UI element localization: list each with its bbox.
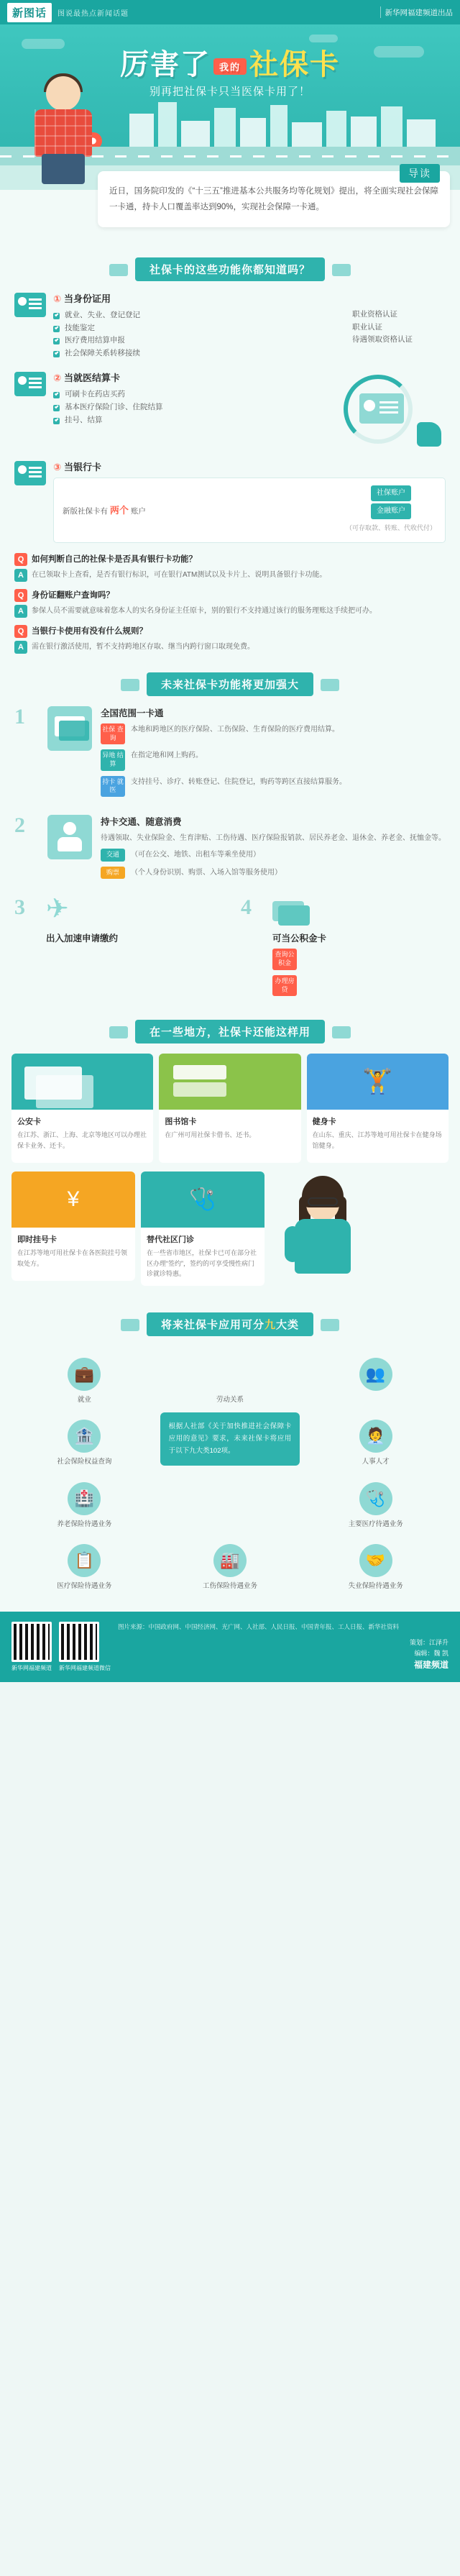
function-row-1: [14, 291, 446, 360]
future-number-2: 2: [14, 813, 25, 838]
hero-badge: 我的: [213, 58, 247, 75]
question-tag: Q: [14, 553, 27, 566]
question-text: 身份证翻账户查询吗？: [32, 590, 114, 600]
medical-card-icon: [14, 372, 46, 396]
clipboard-icon: 📋: [68, 1544, 101, 1577]
section4-title-post: 大类: [276, 1319, 300, 1332]
question-text: 当银行卡使用有没有什么规则？: [32, 626, 147, 636]
bank-card-icon: [14, 461, 46, 485]
bankbox-pre: 新版社保卡有: [63, 506, 108, 516]
stethoscope-round-icon: 🩺: [359, 1482, 392, 1515]
place-desc: 在广州可用社保卡借书、还书。: [165, 1131, 256, 1139]
answer-tag: A: [14, 641, 27, 654]
account-note: （可存取款、转账、代收代付）: [345, 524, 436, 532]
category-cell: [303, 1537, 448, 1599]
category-cell: [303, 1351, 448, 1412]
function-name-1: 当身份证用: [64, 293, 111, 304]
categories-grid: [12, 1351, 448, 1599]
future-title-4: 可当公积金卡: [272, 933, 327, 944]
future-number-1: 1: [14, 704, 25, 729]
place-desc: 在江苏、浙江、上海、北京等地区可以办理社保卡业务、还卡。: [17, 1131, 147, 1149]
card-decor-icon: [109, 264, 128, 276]
place-name: 公安卡: [17, 1118, 41, 1127]
future-text: （个人身份识别、购票、入场入馆等服务使用）: [131, 868, 282, 877]
intro-label: 导读: [400, 164, 440, 183]
card-decor-icon-2: [332, 264, 351, 276]
mascot-woman: [270, 1171, 448, 1294]
place-card-community-clinic: [141, 1171, 264, 1286]
future-text: 本地和跨地区的医疗保险、工伤保险、生育保险的医疗费用结算。: [131, 725, 339, 734]
future-badge-row: [101, 867, 446, 880]
section4-title: [147, 1312, 313, 1336]
future-text: 在指定地和网上购药。: [131, 752, 203, 760]
footer-planner: 策划：江泽升: [409, 1639, 448, 1647]
footer-editor: 编辑：魏 凯: [414, 1649, 448, 1657]
stethoscope-icon: 🩺: [189, 1187, 216, 1212]
question-tag: Q: [14, 589, 27, 602]
hero-title-part2: 社保卡: [249, 49, 340, 81]
future-text: 支持挂号、诊疗、转账登记、住院登记，购药等跨区直接结算服务。: [131, 777, 346, 786]
future-subtext-2: 待遇领取、失业保险金、生育津贴、工伤待遇、医疗保险报销款、居民养老金、退休金、养老金、抚恤金等。: [101, 834, 446, 843]
category-label: 医疗保险待遇业务: [57, 1581, 112, 1590]
place-card-library: [159, 1054, 300, 1163]
list-item: 职业资格认证: [352, 309, 397, 319]
list-item: 待遇领取资格认证: [352, 335, 413, 344]
function-title-3: [53, 460, 446, 473]
footer-source: 图片来源：中国政府网、中国经济网、光广网、人社部、人民日报、中国青年报、工人日报、新华社资料: [118, 1623, 400, 1631]
intro-card: [98, 171, 450, 227]
person-talent-icon: 🧑‍💼: [359, 1420, 392, 1453]
divider: [380, 6, 381, 18]
badge-query-fund: 查询公积金: [272, 949, 297, 969]
future-items-3-4: [14, 897, 446, 1001]
places-row-2: [0, 1171, 460, 1294]
site-logo: 新图话: [7, 3, 52, 22]
future-item-2: [14, 815, 446, 884]
future-badge-row: [272, 949, 326, 969]
future-badge-row: [101, 776, 446, 797]
badge-housing-loan: 办理房贷: [272, 975, 297, 996]
qa-item: [14, 553, 446, 582]
future-title-2: 持卡交通、随意消费: [101, 817, 182, 828]
category-cell: [157, 1475, 303, 1537]
hand-card-graphic: [338, 370, 446, 449]
function-name-2: 当就医结算卡: [64, 373, 121, 384]
qr-caption-2: 新华网福建频道微信: [59, 1665, 111, 1672]
future-number-3: 3: [14, 895, 25, 920]
function-title-1: [53, 291, 345, 305]
category-label: 失业保险待遇业务: [348, 1581, 403, 1590]
hero-subtitle: 别再把社保卡只当医保卡用了！: [149, 86, 310, 98]
place-name: 即时挂号卡: [17, 1236, 57, 1245]
category-label: 养老保险待遇业务: [57, 1520, 112, 1528]
function-title-2: [53, 370, 331, 384]
question-tag: Q: [14, 625, 27, 638]
category-label: [160, 1520, 300, 1530]
id-card-icon: [14, 293, 46, 317]
person-card-icon: [47, 815, 92, 859]
place-desc: 在一些省市地区，社保卡已可在部分社区办理“签约”，签约的可享受慢性病门诊就诊特惠。: [147, 1249, 257, 1277]
answer-text: 参保人员不需要就意味着您本人的实名身份证主任原卡，别的银行不支持通过该行的服务理账这手续把可办。: [32, 606, 377, 615]
bankbox-post: 账户: [130, 506, 146, 516]
section2-title: 未来社保卡功能将更加强大: [147, 672, 313, 696]
place-card-gym: [307, 1054, 448, 1163]
mascot-person: [20, 76, 106, 184]
qr-caption-1: 新华网福建频道: [12, 1665, 52, 1672]
categories-center-cell: [157, 1412, 303, 1474]
category-cell: [12, 1475, 157, 1537]
list-item: 就业、失业、登记登记: [53, 309, 345, 322]
footer: [0, 1612, 460, 1682]
function-list-1: [53, 309, 345, 360]
category-label: 劳动关系: [216, 1396, 244, 1405]
future-number-4: 4: [241, 895, 252, 920]
badge-transport: 交通: [101, 849, 125, 862]
hospital-icon: 🏥: [68, 1482, 101, 1515]
qr-block-2: [59, 1622, 111, 1672]
category-label: [305, 1395, 446, 1405]
function-name-3: 当银行卡: [64, 462, 102, 473]
card-decor-icon: [121, 679, 139, 691]
category-cell: [157, 1537, 303, 1599]
future-section: [0, 706, 460, 1001]
future-badge-row: [272, 975, 326, 996]
publisher-label: 新华网福建频道出品: [385, 8, 453, 17]
bankbox-count: 两个: [109, 504, 129, 516]
intro-text: 近日，国务院印发的《“十三五”推进基本公共服务均等化规划》提出，将全面实现社会保障一卡通，持卡人口覆盖率达到90%，实现社会保障一卡通。: [109, 187, 438, 211]
factory-icon: 🏭: [213, 1544, 247, 1577]
card-decor-icon: [109, 1026, 128, 1038]
place-name: 替代社区门诊: [147, 1236, 194, 1245]
function-number-3: ③: [53, 462, 62, 473]
future-badge-row: [101, 749, 446, 770]
list-item: 职业认证: [352, 322, 382, 332]
function-number-2: ②: [53, 373, 62, 384]
handshake-icon: 🤝: [359, 1544, 392, 1577]
account-tag-social: 社保账户: [371, 485, 411, 501]
function-row-3: [14, 460, 446, 543]
people-icon: 👥: [359, 1358, 392, 1391]
card-decor-icon-2: [321, 1319, 339, 1331]
place-card-registration: [12, 1171, 135, 1281]
category-label: 社会保险权益查询: [57, 1458, 112, 1466]
card-decor-icon: [121, 1319, 139, 1331]
future-text: （可在公交、地铁、出租车等乘坐使用）: [131, 851, 260, 859]
category-label: 工伤保险待遇业务: [202, 1581, 257, 1590]
money-icon: ¥: [67, 1187, 80, 1212]
place-card-police: [12, 1054, 153, 1163]
future-item-1: [14, 706, 446, 802]
qr-code-wechat[interactable]: [59, 1622, 99, 1662]
section3-header: [0, 1020, 460, 1043]
answer-tag: A: [14, 569, 27, 582]
category-cell: [303, 1475, 448, 1537]
section2-header: [0, 672, 460, 696]
dumbbell-icon: 🏋: [362, 1068, 393, 1096]
qr-block-1: [12, 1622, 52, 1672]
card-decor-icon-2: [332, 1026, 351, 1038]
category-label: 人事人才: [362, 1458, 390, 1466]
top-bar: [0, 0, 460, 24]
footer-credits: [410, 1638, 448, 1672]
section3-title: 在一些地方，社保卡还能这样用: [135, 1020, 325, 1043]
place-desc: 在山东、重庆、江苏等地可用社保卡在健身场馆健身。: [312, 1131, 442, 1149]
category-cell: [157, 1351, 303, 1412]
section4-title-pre: 将来社保卡应用可分: [160, 1319, 264, 1332]
function-list-1b: [352, 291, 446, 360]
future-title-1: 全国范围一卡通: [101, 708, 164, 718]
qr-code-web[interactable]: [12, 1622, 52, 1662]
bank-account-box: [53, 478, 446, 543]
badge-ticket: 购票: [101, 867, 125, 880]
section4-title-number: 九: [264, 1319, 276, 1332]
card-decor-icon-2: [321, 679, 339, 691]
answer-text: 需在银行激活使用，暂不支持跨地区存取、继当内跨行窗口取现免费。: [32, 642, 254, 651]
answer-text: 在已领取卡上查看，是否有银行标识，可在银行ATM测试以及卡片上、说明具备银行卡功能。: [32, 570, 327, 579]
briefcase-icon: 💼: [68, 1358, 101, 1391]
functions-block: [0, 291, 460, 543]
function-row-2: [14, 370, 446, 449]
section1-header: [0, 257, 460, 281]
hero-title-part1: 厉害了: [119, 49, 211, 81]
list-item: 技能鉴定: [53, 322, 345, 335]
categories-section: [0, 1346, 460, 1599]
category-cell: [12, 1537, 157, 1599]
function-number-1: ①: [53, 293, 62, 304]
list-item: 挂号、结算: [53, 414, 331, 427]
account-tag-financial: 金融账户: [371, 503, 411, 519]
category-cell: [303, 1412, 448, 1474]
qa-item: [14, 625, 446, 654]
place-desc: 在江苏等地可用社保卡在各医院挂号领取处方。: [17, 1249, 128, 1267]
list-item: 可刷卡在药店买药: [53, 388, 331, 401]
places-row-1: [0, 1054, 460, 1163]
badge-remote-settle: 异地 结算: [101, 749, 125, 770]
hero-banner: [0, 24, 460, 190]
answer-tag: A: [14, 605, 27, 618]
list-item: 社会保障关系转移接续: [53, 347, 345, 360]
badge-card-medical: 持卡 就医: [101, 776, 125, 797]
future-title-3: 出入加速申请缴约: [46, 933, 119, 944]
section1-title: 社保卡的这些功能你都知道吗？: [135, 257, 325, 281]
footer-brand: 福建频道: [413, 1660, 448, 1671]
site-subtitle: 图说最热点新闻话题: [58, 9, 129, 18]
section4-header: [0, 1312, 460, 1336]
place-name: 健身卡: [312, 1118, 336, 1127]
category-cell: [12, 1351, 157, 1412]
list-item: 基本医疗保险门诊、住院结算: [53, 401, 331, 414]
future-badge-row: [101, 849, 446, 862]
publisher-area: [380, 6, 454, 18]
airplane-icon: [46, 897, 85, 927]
badge-social-query: 社保 查询: [101, 723, 125, 744]
category-cell: [12, 1412, 157, 1474]
bank-icon: 🏦: [68, 1420, 101, 1453]
question-text: 如何判断自己的社保卡是否具有银行卡功能？: [32, 554, 197, 564]
fund-card-icon: [272, 897, 311, 927]
qa-section: [14, 553, 446, 654]
categories-center-text: 根据人社部《关于加快推进社会保障卡应用的意见》要求，未来社保卡将应用于以下九大类102项。: [160, 1412, 300, 1466]
place-name: 图书馆卡: [165, 1118, 197, 1127]
future-badge-row: [101, 723, 446, 744]
category-label: 主要医疗待遇业务: [348, 1520, 403, 1528]
list-item: 医疗费用结算申报: [53, 334, 345, 347]
function-list-2: [53, 388, 331, 427]
cards-stack-icon: [47, 706, 92, 751]
category-label: 就业: [77, 1396, 91, 1405]
qa-item: [14, 589, 446, 618]
